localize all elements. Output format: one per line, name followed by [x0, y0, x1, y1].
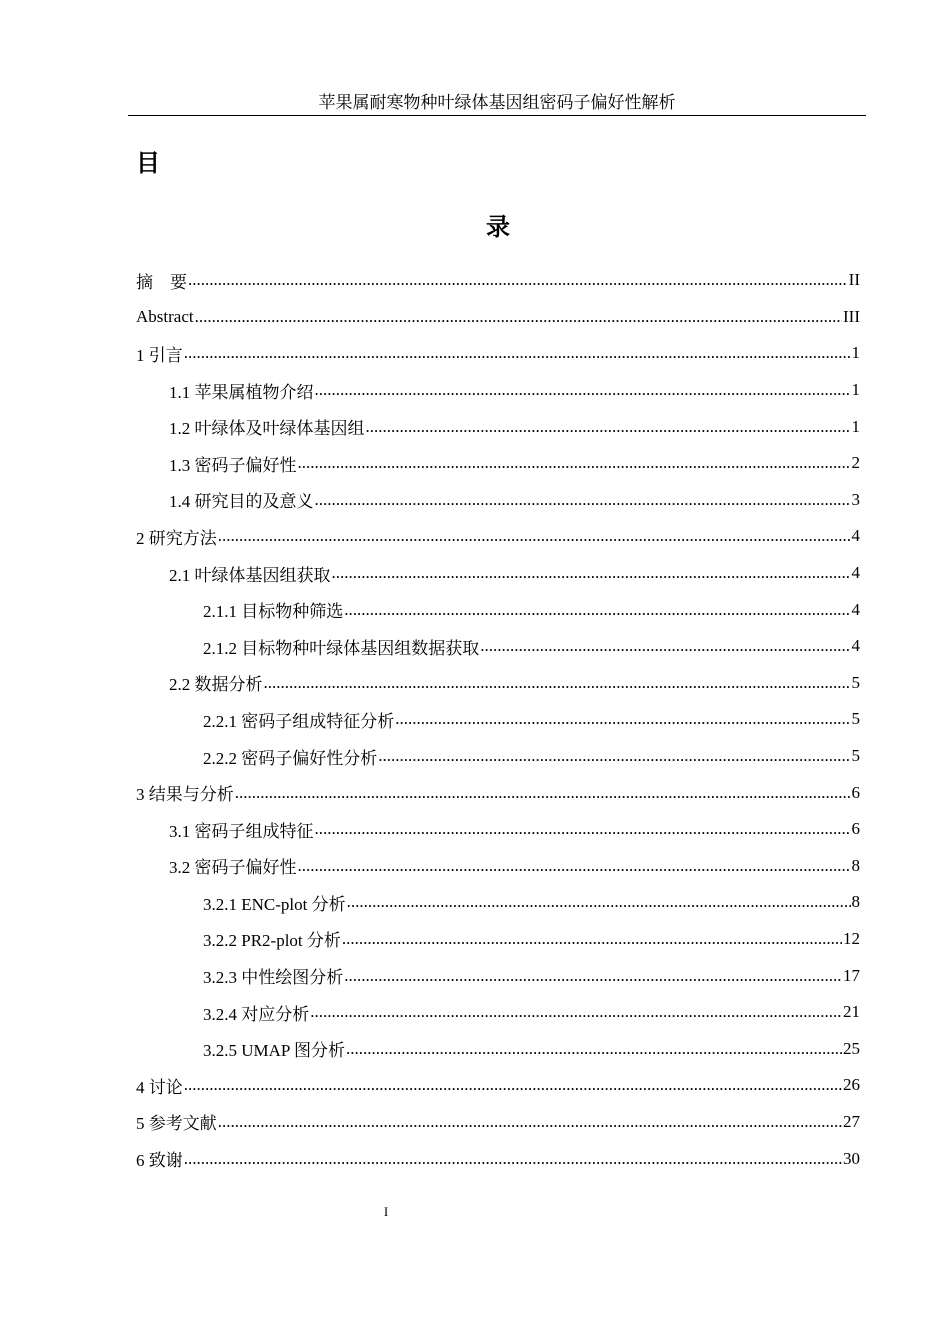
toc-entry-label: 1.3 密码子偏好性 [169, 455, 297, 475]
toc-entry-3-2-5[interactable] [136, 1030, 860, 1067]
toc-entry-2[interactable] [136, 518, 860, 555]
toc-entry-label: 2.2.1 密码子组成特征分析 [203, 711, 395, 731]
running-header: 苹果属耐寒物种叶绿体基因组密码子偏好性解析 [318, 93, 676, 112]
toc-title-char-2: 录 [486, 213, 510, 241]
dot-leader [344, 600, 850, 620]
toc-entry-3-2[interactable] [136, 848, 860, 885]
toc-entry-label: 3.2.2 PR2-plot 分析 [203, 931, 341, 951]
toc-entry-page: 12 [843, 928, 860, 948]
toc-entry-page: 3 [851, 489, 860, 509]
dot-leader [218, 526, 851, 546]
toc-entry-3-2-3[interactable] [136, 957, 860, 994]
toc-entry-page: 8 [851, 855, 860, 875]
toc-entry-label: 摘 要 [136, 272, 187, 292]
dot-leader [344, 966, 842, 986]
dot-leader [346, 1039, 842, 1059]
toc-entry-page: 5 [851, 746, 860, 766]
toc-entry-1-3[interactable] [136, 445, 860, 482]
toc-entry-label: 1.1 苹果属植物介绍 [169, 382, 314, 402]
toc-entry-label: 3.2.4 对应分析 [203, 1004, 310, 1024]
toc-entry-3-2-1[interactable] [136, 884, 860, 921]
toc-entry-abstract-cn[interactable] [136, 262, 860, 299]
dot-leader [184, 1075, 842, 1095]
toc-entry-label: 2.2.2 密码子偏好性分析 [203, 748, 378, 768]
toc-entry-2-2-1[interactable] [136, 701, 860, 738]
toc-entry-page: 6 [851, 819, 860, 839]
toc-entry-label: 3.2.1 ENC-plot 分析 [203, 894, 346, 914]
toc-entry-label: 2.2 数据分析 [169, 675, 263, 695]
table-of-contents [136, 262, 860, 1177]
toc-entry-label: 2 研究方法 [136, 528, 217, 548]
toc-entry-page: 2 [851, 453, 860, 473]
toc-entry-label: 1.4 研究目的及意义 [169, 492, 314, 512]
toc-entry-page: 4 [851, 563, 860, 583]
toc-entry-label: Abstract [136, 306, 194, 326]
toc-entry-label: 6 致谢 [136, 1151, 183, 1171]
toc-entry-page: 27 [843, 1111, 860, 1131]
header-rule [128, 115, 866, 116]
toc-entry-page: 1 [851, 380, 860, 400]
toc-entry-2-1[interactable] [136, 555, 860, 592]
toc-entry-page: 4 [851, 599, 860, 619]
toc-entry-page: 5 [851, 709, 860, 729]
dot-leader [342, 929, 842, 949]
toc-entry-page: 30 [843, 1148, 860, 1168]
toc-entry-4[interactable] [136, 1067, 860, 1104]
toc-entry-page: 1 [851, 343, 860, 363]
toc-entry-label: 1.2 叶绿体及叶绿体基因组 [169, 419, 365, 439]
dot-leader [315, 490, 851, 510]
toc-entry-1-2[interactable] [136, 408, 860, 445]
toc-entry-page: II [848, 270, 860, 290]
dot-leader [218, 1112, 842, 1132]
toc-entry-page: 25 [843, 1038, 860, 1058]
toc-entry-1-1[interactable] [136, 372, 860, 409]
toc-entry-label: 2.1.2 目标物种叶绿体基因组数据获取 [203, 638, 480, 658]
dot-leader [310, 1002, 842, 1022]
toc-entry-page: 8 [851, 892, 860, 912]
dot-leader [195, 307, 842, 327]
dot-leader [298, 453, 851, 473]
toc-entry-3[interactable] [136, 774, 860, 811]
toc-entry-page: 26 [843, 1075, 860, 1095]
toc-entry-label: 3.2.5 UMAP 图分析 [203, 1041, 345, 1061]
dot-leader [378, 746, 850, 766]
toc-entry-page: III [843, 306, 860, 326]
toc-entry-6[interactable] [136, 1140, 860, 1177]
toc-entry-page: 5 [851, 672, 860, 692]
toc-entry-label: 3.2.3 中性绘图分析 [203, 968, 344, 988]
toc-entry-2-1-2[interactable] [136, 628, 860, 665]
toc-entry-3-1[interactable] [136, 811, 860, 848]
dot-leader [347, 892, 851, 912]
dot-leader [366, 417, 851, 437]
dot-leader [315, 380, 851, 400]
toc-entry-5[interactable] [136, 1104, 860, 1141]
toc-entry-abstract-en[interactable] [136, 299, 860, 336]
dot-leader [395, 709, 850, 729]
toc-entry-label: 1 引言 [136, 345, 183, 365]
toc-entry-page: 17 [843, 965, 860, 985]
toc-entry-2-2-2[interactable] [136, 738, 860, 775]
toc-entry-1-4[interactable] [136, 482, 860, 519]
toc-entry-page: 6 [851, 782, 860, 802]
toc-entry-3-2-4[interactable] [136, 994, 860, 1031]
toc-entry-label: 2.1 叶绿体基因组获取 [169, 565, 331, 585]
toc-entry-label: 5 参考文献 [136, 1114, 217, 1134]
toc-entry-label: 2.1.1 目标物种筛选 [203, 602, 344, 622]
toc-entry-2-1-1[interactable] [136, 591, 860, 628]
toc-entry-page: 21 [843, 1002, 860, 1022]
dot-leader [480, 636, 850, 656]
toc-title-char-1: 目 [136, 149, 160, 177]
dot-leader [332, 563, 851, 583]
toc-entry-3-2-2[interactable] [136, 921, 860, 958]
toc-entry-1[interactable] [136, 335, 860, 372]
toc-entry-page: 1 [851, 416, 860, 436]
toc-entry-label: 3 结果与分析 [136, 785, 234, 805]
toc-entry-label: 3.2 密码子偏好性 [169, 858, 297, 878]
page-number: I [383, 1204, 389, 1219]
dot-leader [184, 343, 851, 363]
dot-leader [315, 819, 851, 839]
dot-leader [264, 673, 851, 693]
toc-entry-2-2[interactable] [136, 665, 860, 702]
dot-leader [184, 1149, 842, 1169]
toc-entry-label: 4 讨论 [136, 1077, 183, 1097]
toc-entry-page: 4 [851, 636, 860, 656]
dot-leader [188, 270, 848, 290]
dot-leader [298, 856, 851, 876]
dot-leader [235, 783, 851, 803]
toc-entry-page: 4 [851, 526, 860, 546]
toc-entry-label: 3.1 密码子组成特征 [169, 821, 314, 841]
